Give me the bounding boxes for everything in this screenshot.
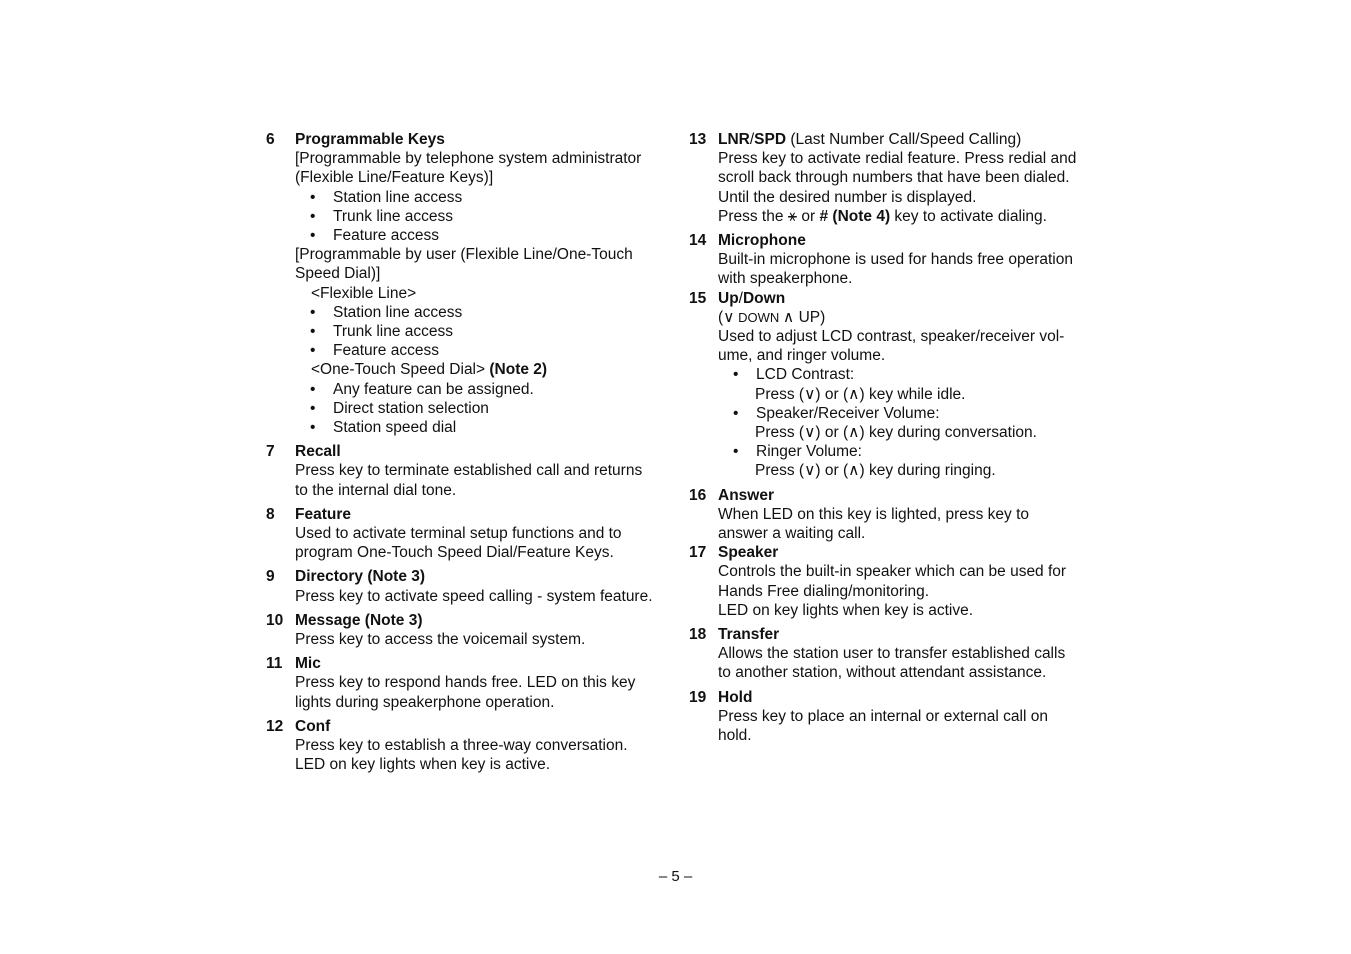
note-2: (Note 2) bbox=[489, 361, 548, 379]
bullet-item: • Station speed dial bbox=[295, 418, 666, 437]
item-title: Directory (Note 3) bbox=[295, 568, 426, 586]
item-text: Press key to terminate established call and returns bbox=[295, 462, 643, 480]
item-title: Microphone bbox=[718, 232, 806, 250]
star-key-icon: ⚹ bbox=[787, 207, 798, 225]
item-number: 14 bbox=[689, 232, 707, 250]
item-text: Press key to respond hands free. LED on this key bbox=[295, 674, 636, 692]
item-text: Press key to activate speed calling - system feature. bbox=[295, 587, 653, 605]
item-text: Hands Free dialing/monitoring. bbox=[718, 582, 930, 600]
up-label: UP bbox=[794, 308, 821, 326]
item-transfer bbox=[689, 625, 1089, 683]
title-spd: SPD bbox=[754, 131, 787, 148]
text-fragment: key to activate dialing. bbox=[890, 207, 1047, 225]
item-programmable-keys bbox=[266, 130, 666, 437]
admin-line-1: [Programmable by telephone system administrator bbox=[295, 150, 642, 168]
item-text-dialing bbox=[718, 207, 1089, 226]
title-down: Down bbox=[742, 289, 786, 307]
item-number: 15 bbox=[689, 289, 707, 307]
item-title-line bbox=[718, 289, 1089, 308]
bullet-item: • Trunk line access bbox=[295, 322, 666, 341]
item-title: Mic bbox=[295, 655, 321, 673]
item-text: Press key to access the voicemail system. bbox=[295, 631, 586, 649]
bullet-detail: Press (∨) or (∧) key while idle. bbox=[755, 385, 966, 403]
item-number: 18 bbox=[689, 626, 707, 644]
item-text: program One-Touch Speed Dial/Feature Keys. bbox=[295, 544, 614, 562]
left-column bbox=[266, 130, 666, 775]
item-text: Press key to establish a three-way conversation. bbox=[295, 737, 628, 755]
bullet-item: • Feature access bbox=[295, 341, 666, 360]
title-lnr: LNR bbox=[718, 131, 750, 148]
item-text: Press key to activate redial feature. Press redial and bbox=[718, 150, 1077, 168]
item-message bbox=[266, 611, 666, 649]
up-arrow-icon: ∧ bbox=[782, 308, 795, 326]
item-number: 7 bbox=[266, 443, 275, 461]
item-text: LED on key lights when key is active. bbox=[718, 601, 974, 619]
note-4: (Note 4) bbox=[828, 207, 891, 225]
item-number: 16 bbox=[689, 486, 707, 504]
bullet-detail: Press (∨) or (∧) key during ringing. bbox=[755, 462, 996, 480]
bullet-detail: Press (∨) or (∧) key during conversation. bbox=[755, 424, 1037, 442]
flexible-line-label: <Flexible Line> bbox=[311, 284, 417, 302]
item-text: hold. bbox=[718, 727, 752, 745]
page-number: – 5 – bbox=[658, 868, 693, 885]
item-mic bbox=[266, 654, 666, 712]
one-touch-label-line bbox=[295, 360, 666, 379]
item-number: 19 bbox=[689, 688, 707, 706]
paren: ) bbox=[820, 308, 826, 326]
bullet-item: • Station line access bbox=[295, 188, 666, 207]
item-directory bbox=[266, 567, 666, 605]
item-text: lights during speakerphone operation. bbox=[295, 693, 555, 711]
item-lnr-spd bbox=[689, 130, 1089, 226]
bullet-item: • Trunk line access bbox=[295, 207, 666, 226]
item-title: Recall bbox=[295, 443, 341, 461]
user-line-1: [Programmable by user (Flexible Line/One-Touch bbox=[295, 246, 633, 264]
bullet-ringer-volume: • Ringer Volume: bbox=[718, 442, 1089, 461]
item-number: 9 bbox=[266, 568, 275, 586]
item-text: Used to activate terminal setup functions and to bbox=[295, 525, 622, 543]
item-microphone bbox=[689, 231, 1089, 289]
title-up: Up bbox=[718, 289, 739, 307]
item-title: Feature bbox=[295, 505, 351, 523]
bullet-item: • Direct station selection bbox=[295, 399, 666, 418]
bullet-item: • Station line access bbox=[295, 303, 666, 322]
item-text: Allows the station user to transfer established calls bbox=[718, 645, 1066, 663]
item-speaker bbox=[689, 543, 1089, 620]
item-title: Transfer bbox=[718, 626, 780, 644]
item-title: Conf bbox=[295, 717, 331, 735]
item-text: with speakerphone. bbox=[718, 270, 853, 288]
title-separator: / bbox=[738, 289, 743, 307]
item-title: Hold bbox=[718, 688, 753, 706]
item-text: answer a waiting call. bbox=[718, 525, 866, 543]
item-text: When LED on this key is lighted, press key to bbox=[718, 505, 1030, 523]
item-title: Speaker bbox=[718, 544, 779, 562]
up-down-symbols bbox=[718, 308, 1089, 327]
item-text: to another station, without attendant assistance. bbox=[718, 664, 1047, 682]
bullet-speaker-volume: • Speaker/Receiver Volume: bbox=[718, 404, 1089, 423]
item-number: 10 bbox=[266, 611, 284, 629]
item-conf bbox=[266, 717, 666, 775]
title-separator: / bbox=[749, 131, 755, 148]
item-number: 8 bbox=[266, 505, 275, 523]
down-arrow-icon: ∨ bbox=[723, 308, 735, 326]
paren: ( bbox=[718, 308, 724, 326]
item-text: Used to adjust LCD contrast, speaker/receiver vol- bbox=[718, 328, 1065, 346]
item-text: Controls the built-in speaker which can be used for bbox=[718, 563, 1067, 581]
item-answer bbox=[689, 486, 1089, 544]
item-number: 17 bbox=[689, 544, 707, 562]
admin-line-2: (Flexible Line/Feature Keys)] bbox=[295, 169, 494, 187]
bullet-item: • Any feature can be assigned. bbox=[295, 380, 666, 399]
item-number: 6 bbox=[266, 131, 275, 148]
hash-key: # bbox=[819, 207, 829, 225]
item-feature bbox=[266, 505, 666, 563]
item-title: Programmable Keys bbox=[295, 131, 445, 148]
user-line-2: Speed Dial)] bbox=[295, 265, 381, 283]
item-title-line bbox=[718, 130, 1089, 149]
item-text: Built-in microphone is used for hands free operation bbox=[718, 251, 1073, 269]
item-title: Message (Note 3) bbox=[295, 611, 423, 629]
item-text: ume, and ringer volume. bbox=[718, 347, 886, 365]
item-number: 12 bbox=[266, 717, 284, 735]
item-text: to the internal dial tone. bbox=[295, 481, 457, 499]
text-fragment: or bbox=[797, 207, 820, 225]
item-text: scroll back through numbers that have been dialed. bbox=[718, 169, 1070, 187]
text-fragment: Press the bbox=[718, 207, 788, 225]
item-number: 11 bbox=[266, 655, 283, 673]
bullet-item: • Feature access bbox=[295, 226, 666, 245]
right-column bbox=[689, 130, 1089, 745]
one-touch-label: <One-Touch Speed Dial> bbox=[311, 361, 486, 379]
item-text: Press key to place an internal or external call on bbox=[718, 707, 1048, 725]
item-number: 13 bbox=[689, 131, 707, 148]
item-text: LED on key lights when key is active. bbox=[295, 756, 551, 774]
bullet-lcd-contrast: • LCD Contrast: bbox=[718, 365, 1089, 384]
title-description: (Last Number Call/Speed Calling) bbox=[786, 131, 1022, 148]
item-title: Answer bbox=[718, 486, 774, 504]
item-up-down bbox=[689, 289, 1089, 481]
down-label: DOWN bbox=[734, 309, 783, 325]
item-hold bbox=[689, 688, 1089, 746]
item-text: Until the desired number is displayed. bbox=[718, 188, 977, 206]
item-recall bbox=[266, 442, 666, 500]
